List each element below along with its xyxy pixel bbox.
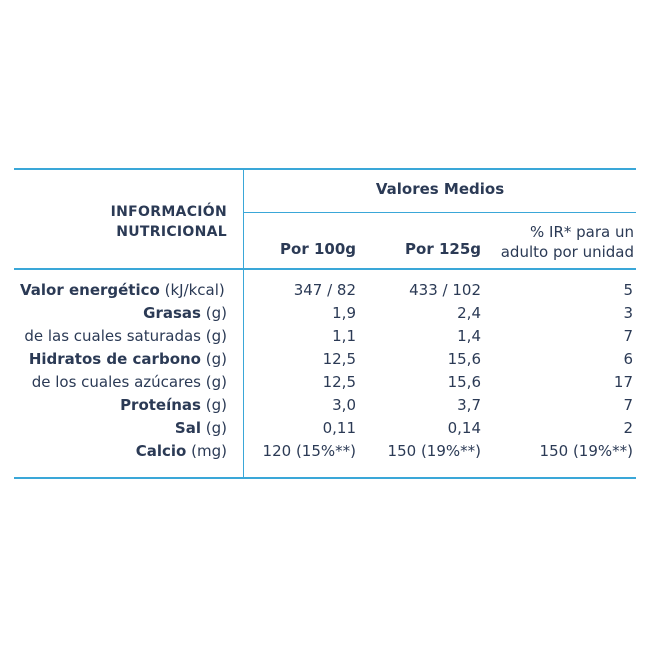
table-body — [14, 279, 636, 463]
col-header-ir-line1: % IR* para un — [530, 223, 634, 241]
table-title-line2: NUTRICIONAL — [116, 224, 227, 240]
table-row — [14, 440, 636, 463]
row-label: Valor energético (kJ/kcal) — [20, 281, 225, 299]
header-divider — [243, 212, 636, 213]
cell-per-100g: 120 (15%**) — [262, 442, 356, 460]
cell-per-125g: 15,6 — [447, 350, 481, 368]
group-title: Valores Medios — [375, 180, 505, 198]
table-row — [14, 302, 636, 325]
table-title-line1: INFORMACIÓN — [110, 204, 227, 220]
table-row — [14, 348, 636, 371]
table-top-border — [14, 168, 636, 170]
col-header-ir-line2: adulto por unidad — [500, 243, 634, 261]
cell-per-125g: 1,4 — [457, 327, 481, 345]
row-label: Hidratos de carbono (g) — [28, 350, 227, 368]
cell-per-100g: 1,1 — [332, 327, 356, 345]
nutrition-table — [14, 168, 636, 479]
row-label: de los cuales azúcares (g) — [31, 373, 227, 391]
cell-per-125g: 433 / 102 — [409, 281, 481, 299]
row-label: Grasas (g) — [143, 304, 227, 322]
cell-per-125g: 2,4 — [457, 304, 481, 322]
row-label: Proteínas (g) — [120, 396, 227, 414]
table-row — [14, 279, 636, 302]
cell-per-100g: 0,11 — [322, 419, 356, 437]
cell-ir: 6 — [623, 350, 633, 368]
table-row — [14, 417, 636, 440]
table-row — [14, 371, 636, 394]
col-header-ir — [484, 222, 634, 262]
cell-ir: 5 — [623, 281, 633, 299]
cell-ir: 7 — [623, 396, 633, 414]
header-bottom-border — [14, 268, 636, 270]
table-bottom-border — [14, 477, 636, 479]
table-row — [14, 325, 636, 348]
table-row — [14, 394, 636, 417]
cell-per-125g: 3,7 — [457, 396, 481, 414]
row-label: Calcio (mg) — [135, 442, 227, 460]
cell-ir: 3 — [623, 304, 633, 322]
cell-per-125g: 0,14 — [447, 419, 481, 437]
row-label: de las cuales saturadas (g) — [24, 327, 227, 345]
col-header-per-100g: Por 100g — [280, 240, 356, 258]
cell-per-125g: 150 (19%**) — [387, 442, 481, 460]
row-label: Sal (g) — [174, 419, 227, 437]
cell-ir: 17 — [613, 373, 633, 391]
cell-per-125g: 15,6 — [447, 373, 481, 391]
cell-per-100g: 3,0 — [332, 396, 356, 414]
col-header-per-125g: Por 125g — [405, 240, 481, 258]
table-title — [14, 202, 227, 242]
cell-per-100g: 12,5 — [322, 373, 356, 391]
cell-per-100g: 12,5 — [322, 350, 356, 368]
cell-per-100g: 347 / 82 — [293, 281, 356, 299]
cell-ir: 7 — [623, 327, 633, 345]
cell-ir: 150 (19%**) — [539, 442, 633, 460]
cell-ir: 2 — [623, 419, 633, 437]
cell-per-100g: 1,9 — [332, 304, 356, 322]
